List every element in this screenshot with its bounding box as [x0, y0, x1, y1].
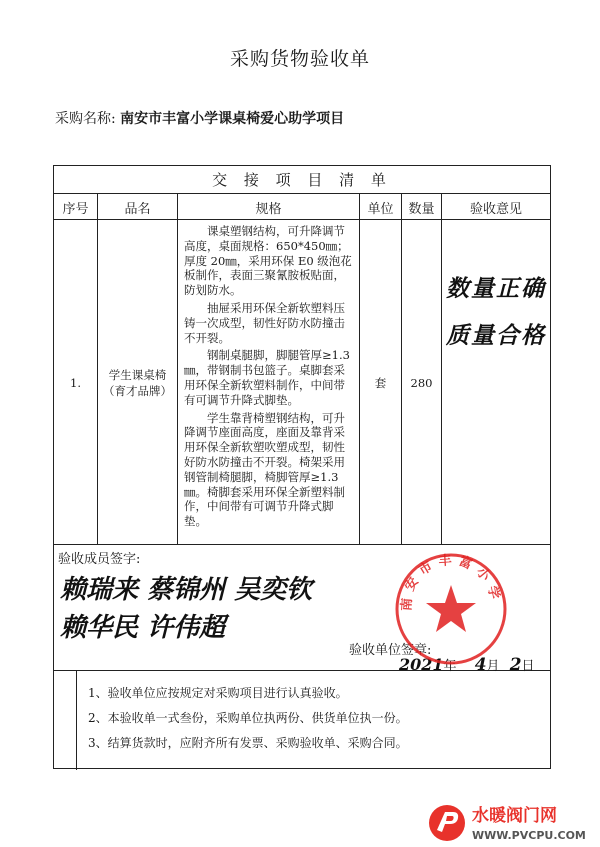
table-title: 交 接 项 目 清 单 [54, 166, 550, 194]
header-product: 品名 [98, 194, 178, 220]
note-item: 1、验收单位应按规定对采购项目进行认真验收。 [88, 686, 348, 700]
table-row [54, 220, 550, 545]
header-quantity: 数量 [402, 194, 442, 220]
watermark-url: WWW.PVCPU.COM [472, 829, 586, 842]
spec-paragraph: 钢制桌腿脚，脚腿管厚≥1.3㎜，带钢制书包篮子。桌脚套采用环保全新软塑料制作，中间带有可调节升降式脚垫。 [184, 348, 350, 407]
signature-label: 验收成员签字: [58, 552, 141, 567]
row-unit: 套 [360, 220, 402, 545]
project-label: 采购名称: [55, 111, 116, 127]
spec-paragraph: 课桌塑钢结构，可升降调节高度，桌面规格：650*450㎜；厚度 20㎜，采用环保 E0 级泡花板制作，表面三聚氰胺板贴面，防划防水。 [184, 224, 352, 298]
product-name: 学生课桌椅 [108, 367, 167, 382]
signature-names: 赖华民 许伟超 [60, 613, 226, 643]
date-month-char: 月 [486, 659, 500, 674]
watermark-logo [425, 796, 600, 847]
spec-paragraph: 抽屉采用环保全新软塑料压铸一次成型，韧性好防水防撞击不开裂。 [184, 300, 345, 345]
opinion-handwriting: 质量合格 [446, 322, 546, 349]
signature-names: 赖瑞来 蔡锦州 吴奕钦 [60, 575, 313, 605]
table-header-row [54, 194, 550, 220]
note-item: 2、本验收单一式叁份，采购单位执两份、供货单位执一份。 [88, 711, 408, 725]
document-title: 采购货物验收单 [229, 48, 370, 70]
date-year: 2021 [399, 655, 444, 674]
header-index: 序号 [54, 194, 98, 220]
watermark-name: 水暖阀门网 [472, 806, 557, 826]
product-brand: （育才品牌） [103, 383, 172, 398]
date-year-char: 年 [443, 659, 457, 674]
project-line [55, 108, 344, 128]
row-spec [178, 220, 360, 545]
notes-list [88, 681, 408, 756]
project-name: 南安市丰富小学课桌椅爱心助学项目 [120, 111, 345, 127]
notes-section [54, 671, 550, 770]
row-quantity: 280 [402, 220, 442, 545]
date-day: 2 [509, 655, 522, 675]
notes-gutter [54, 671, 77, 770]
acceptance-table [53, 165, 551, 769]
header-opinion: 验收意见 [469, 201, 522, 217]
row-product [98, 220, 178, 545]
row-index: 1. [54, 220, 98, 545]
row-opinion [442, 220, 550, 545]
date-day-char: 日 [521, 659, 535, 674]
header-unit: 单位 [360, 194, 402, 220]
unit-seal-label: 验收单位签章: [349, 643, 432, 658]
date-month: 4 [474, 655, 487, 675]
note-item: 3、结算货款时，应附齐所有发票、采购验收单、采购合同。 [88, 736, 408, 750]
stamp-text: 南安市丰富小学 [399, 552, 503, 612]
opinion-handwriting: 数量正确 [446, 275, 546, 302]
official-seal-stamp [393, 551, 509, 667]
spec-paragraph: 学生靠背椅塑钢结构，可升降调节座面高度，座面及靠背采用环保全新软塑吹塑成型，韧性好防水防撞击不开裂。椅架采用钢管制椅腿脚，椅脚管厚≥1.3㎜。椅脚套采用环保全新塑料制作，中间带有可调节升降式脚垫。 [184, 410, 345, 529]
header-spec: 规格 [178, 194, 360, 220]
